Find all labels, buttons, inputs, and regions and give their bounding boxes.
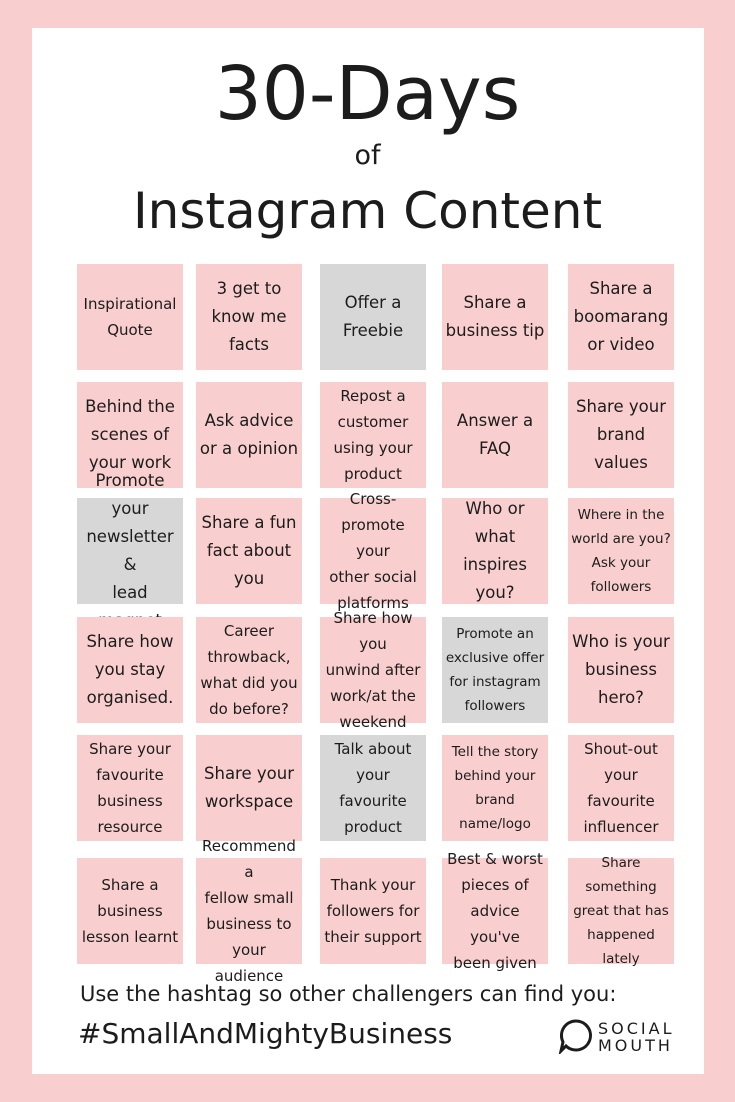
- content-idea-tile: [196, 498, 302, 604]
- tile-text-line: values: [594, 453, 648, 472]
- tile-text-line: Share your: [576, 397, 666, 416]
- tile-text-line: facts: [228, 335, 270, 354]
- content-idea-tile: [77, 617, 183, 723]
- tile-text-line: know me: [211, 307, 287, 326]
- tile-text-line: Share how you: [333, 609, 413, 653]
- tile-text-line: your: [604, 766, 638, 784]
- tile-text-line: Career: [223, 622, 275, 640]
- tile-text-line: happened lately: [587, 927, 655, 967]
- content-idea-tile: [442, 850, 548, 972]
- tile-text-line: business: [585, 660, 657, 679]
- tile-text-line: behind your: [454, 768, 536, 784]
- tile-text-line: Share how: [86, 632, 174, 651]
- content-idea-tile: [568, 264, 674, 370]
- content-idea-tile: [77, 858, 183, 964]
- tile-text-line: Share your: [89, 740, 171, 758]
- tile-text-line: Thank your: [330, 876, 416, 894]
- tile-text-line: do before?: [209, 700, 289, 718]
- content-idea-tile: [77, 264, 183, 370]
- tile-text-line: Ask advice: [204, 411, 294, 430]
- tile-text-line: or a opinion: [199, 439, 299, 458]
- content-idea-tile: [320, 382, 426, 488]
- content-idea-tile: [196, 735, 302, 841]
- tile-text-line: pieces of: [461, 876, 529, 894]
- tile-text-line: influencer: [583, 818, 659, 836]
- tile-text-line: Shout-out: [584, 740, 658, 758]
- tile-text-line: Share your: [204, 764, 294, 783]
- content-idea-tile: [77, 471, 183, 604]
- page-subtitle: Instagram Content: [132, 182, 603, 240]
- tile-text-line: Promote your: [95, 471, 165, 518]
- tile-text-line: name/logo: [459, 816, 531, 832]
- tile-text-line: Ask your: [591, 555, 651, 571]
- tile-text-line: advice you've: [470, 902, 520, 946]
- tile-text-line: newsletter &: [86, 527, 174, 574]
- tile-text-line: Inspirational: [83, 295, 177, 313]
- tile-text-line: or video: [587, 335, 655, 354]
- tile-text-line: exclusive offer: [445, 650, 545, 666]
- tile-text-line: hero?: [598, 688, 644, 707]
- tile-text-line: your: [356, 766, 390, 784]
- tile-text-line: Cross-: [349, 490, 397, 508]
- tile-text-line: Who is your: [572, 632, 670, 651]
- tile-text-line: throwback,: [207, 648, 291, 666]
- tile-text-line: their support: [324, 928, 422, 946]
- tile-text-line: something: [585, 879, 657, 895]
- tile-text-line: lead: [112, 583, 148, 602]
- tile-text-line: favourite: [339, 792, 407, 810]
- tile-text-line: Answer a: [456, 411, 534, 430]
- tile-text-line: you?: [475, 583, 515, 602]
- tile-text-line: product: [344, 818, 402, 836]
- tile-text-line: followers: [464, 698, 526, 714]
- tile-text-line: Share a fun: [201, 513, 297, 532]
- content-idea-tile: [442, 264, 548, 370]
- tile-text-line: resource: [97, 818, 163, 836]
- tile-text-line: what did you: [200, 674, 298, 692]
- content-idea-tile: [196, 617, 302, 723]
- tile-text-line: you: [233, 569, 265, 588]
- footer-instruction: Use the hashtag so other challengers can find you:: [80, 982, 617, 1006]
- tile-text-line: your work: [88, 453, 172, 472]
- page-title: 30-Days: [214, 51, 521, 137]
- content-idea-tile: [568, 382, 674, 488]
- tile-text-line: great that has: [573, 903, 669, 919]
- tile-text-line: other social: [329, 568, 417, 586]
- tile-text-line: platforms: [337, 594, 409, 612]
- tile-text-line: fact about: [206, 541, 292, 560]
- tile-text-line: using your: [333, 439, 413, 457]
- content-idea-tile: [196, 382, 302, 488]
- tile-text-line: Repost a: [340, 387, 406, 405]
- content-idea-tile: [442, 617, 548, 723]
- tile-text-line: weekend: [339, 713, 407, 731]
- content-idea-tile: [568, 498, 674, 604]
- tile-text-line: unwind after: [325, 661, 421, 679]
- tile-text-line: Behind the: [85, 397, 175, 416]
- content-idea-tile: [568, 855, 674, 967]
- tile-text-line: Recommend a: [202, 837, 296, 881]
- tile-text-line: Share: [601, 855, 641, 871]
- tile-text-line: Offer a: [344, 293, 402, 312]
- content-idea-tile: [442, 382, 548, 488]
- tile-text-line: boomarang: [573, 307, 669, 326]
- tile-text-line: work/at the: [330, 687, 416, 705]
- tile-text-line: followers for: [326, 902, 420, 920]
- logo-text-line2: MOUTH: [598, 1036, 673, 1055]
- logo-text-line1: SOCIAL: [598, 1019, 675, 1038]
- content-idea-tile: [320, 858, 426, 964]
- content-idea-tile: [442, 498, 548, 604]
- tile-text-line: Best & worst: [447, 850, 543, 868]
- tile-text-line: Talk about: [334, 740, 412, 758]
- tile-text-line: business tip: [445, 321, 545, 340]
- tile-text-line: favourite: [96, 766, 164, 784]
- tile-text-line: Freebie: [342, 321, 404, 340]
- tile-text-line: brand: [475, 792, 515, 808]
- tile-text-line: promote your: [341, 516, 405, 560]
- tile-text-line: business: [97, 792, 163, 810]
- tile-text-line: Quote: [107, 321, 153, 339]
- tile-text-line: Share a: [463, 293, 527, 312]
- tile-text-line: you stay: [94, 660, 166, 679]
- tile-text-line: scenes of: [90, 425, 170, 444]
- tile-text-line: world are you?: [571, 531, 671, 547]
- tile-text-line: favourite: [587, 792, 655, 810]
- tile-text-line: followers: [590, 579, 652, 595]
- tile-text-line: brand: [596, 425, 646, 444]
- tile-text-line: Who or what: [465, 499, 525, 546]
- tile-text-line: FAQ: [479, 439, 511, 458]
- content-idea-tile: [442, 735, 548, 841]
- tile-text-line: business to: [206, 915, 292, 933]
- social-mouth-logo: [558, 1018, 688, 1058]
- content-idea-tile: [196, 264, 302, 370]
- tile-text-line: been given: [453, 954, 537, 972]
- tile-text-line: organised.: [86, 688, 174, 707]
- content-idea-tile: [568, 735, 674, 841]
- tile-text-line: lesson learnt: [81, 928, 179, 946]
- tile-text-line: workspace: [204, 792, 294, 811]
- tile-text-line: for instagram: [449, 674, 541, 690]
- tile-text-line: Share a: [589, 279, 653, 298]
- tile-text-line: 3 get to: [216, 279, 282, 298]
- content-idea-tile: [320, 490, 426, 612]
- tile-text-line: Tell the story: [451, 744, 539, 760]
- content-idea-tile: [320, 609, 426, 731]
- tile-text-line: product: [344, 465, 402, 483]
- tile-text-line: business: [97, 902, 163, 920]
- content-idea-tile: [568, 617, 674, 723]
- tile-text-line: customer: [337, 413, 409, 431]
- tile-text-line: Where in the: [577, 507, 665, 523]
- tile-text-line: your audience: [214, 941, 284, 985]
- speech-bubble-icon: [558, 1018, 594, 1054]
- tile-text-line: fellow small: [204, 889, 294, 907]
- hashtag: #SmallAndMightyBusiness: [78, 1017, 453, 1050]
- content-idea-tile: [320, 264, 426, 370]
- content-idea-tile: [196, 837, 302, 985]
- content-idea-tile: [320, 735, 426, 841]
- tile-text-line: Share a: [101, 876, 159, 894]
- content-idea-tile: [77, 735, 183, 841]
- title-connector: of: [354, 140, 381, 171]
- tile-text-line: Promote an: [456, 626, 534, 642]
- tile-text-line: inspires: [463, 555, 527, 574]
